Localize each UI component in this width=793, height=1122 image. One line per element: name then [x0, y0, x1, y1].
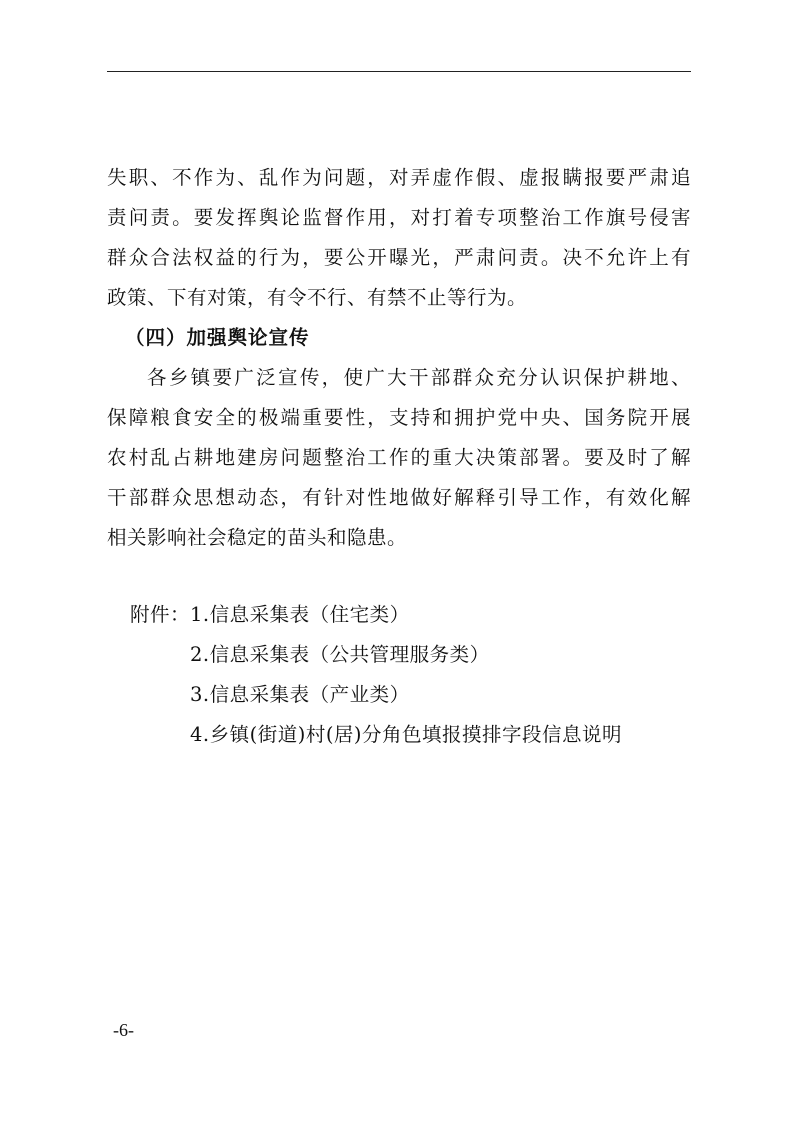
- attachment-item: [130, 595, 622, 635]
- paragraph-line: 群众合法权益的行为，要公开曝光，严肃问责。决不允许上有: [107, 246, 691, 269]
- section-heading: （四）加强舆论宣传: [125, 326, 310, 349]
- document-body: [107, 158, 691, 558]
- attachment-item-text: 2.信息采集表（公共管理服务类）: [190, 643, 490, 666]
- paragraph-line: 相关影响社会稳定的苗头和隐患。: [107, 526, 408, 549]
- paragraph-line: 各乡镇要广泛宣传，使广大干部群众充分认识保护耕地、: [147, 366, 691, 389]
- attachment-item: [130, 635, 622, 675]
- paragraph-line: 农村乱占耕地建房问题整治工作的重大决策部署。要及时了解: [107, 446, 691, 469]
- paragraph-line: 失职、不作为、乱作为问题，对弄虚作假、虚报瞒报要严肃追: [107, 166, 691, 189]
- paragraph-line: 责问责。要发挥舆论监督作用，对打着专项整治工作旗号侵害: [107, 206, 691, 229]
- page-number: -6-: [113, 1020, 134, 1040]
- attachment-item-text: 3.信息采集表（产业类）: [190, 683, 410, 706]
- paragraph-line: 保障粮食安全的极端重要性，支持和拥护党中央、国务院开展: [107, 406, 691, 429]
- paragraph-line: 干部群众思想动态，有针对性地做好解释引导工作，有效化解: [107, 486, 691, 509]
- header-rule: [107, 71, 691, 72]
- attachment-item-text: 4.乡镇(街道)村(居)分角色填报摸排字段信息说明: [190, 723, 623, 746]
- attachments-label: 附件：: [130, 603, 191, 626]
- attachment-item-text: 1.信息采集表（住宅类）: [190, 603, 410, 626]
- attachments-list: [130, 595, 622, 755]
- paragraph-line: 政策、下有对策，有令不行、有禁不止等行为。: [107, 286, 528, 309]
- attachment-item: [130, 715, 622, 755]
- attachment-item: [130, 675, 622, 715]
